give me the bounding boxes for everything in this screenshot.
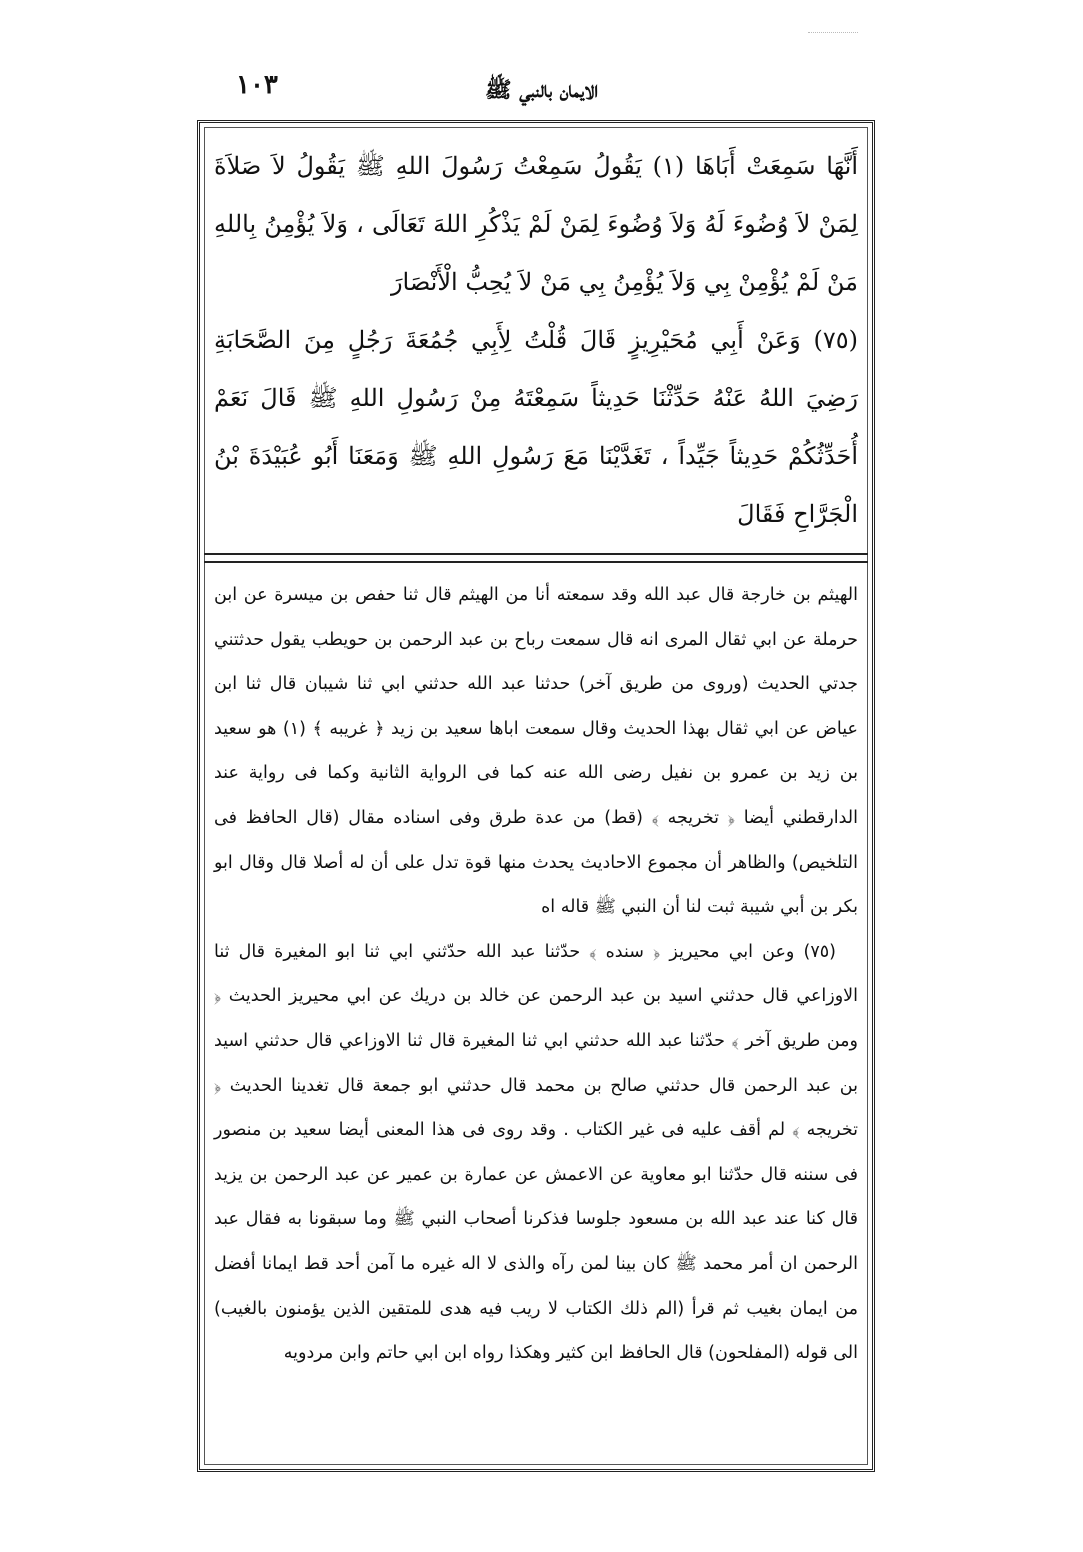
footnote-text: [214, 573, 858, 1455]
text-frame: [197, 120, 875, 1472]
footnote-paragraph: الهيثم بن خارجة قال عبد الله وقد سمعته أنا من الهيثم قال ثنا حفص بن ميسرة عن ابن حرملة عن ابي ثقال المرى انه قال سمعت رباح بن عبد الرحمن بن حويطب يقول حدثتني جدتي الحديث (وروى من طريق آخر) حدثنا عبد الله حدثني ابي ثنا شيبان قال ثنا ابن عياض عن ابي ثقال بهذا الحديث وقال سمعت اباها سعيد بن زيد ﴿ غريبه ﴾ (١) هو سعيد بن زيد بن عمرو بن نفيل رضى الله عنه كما فى الرواية الثانية وكما فى رواية عند الدارقطني أيضا ﴿ تخريجه ﴾ (قط) من عدة طرق وفى اسناده مقال (قال الحافظ فى التلخيص) والظاهر أن مجموع الاحاديث يحدث منها قوة تدل على أن له أصلا قال وقال ابو بكر بن أبي شيبة ثبت لنا أن النبي ﷺ قاله اه: [214, 585, 858, 918]
main-paragraph: أَنَّهَا سَمِعَتْ أَبَاهَا (١) يَقُولُ سَمِعْتُ رَسُولَ اللهِ ﷺ يَقُولُ لاَ صَلاَةَ لِمَنْ لاَ وُضُوءَ لَهُ وَلاَ وُضُوءَ لِمَنْ لَمْ يَذْكُرِ اللهَ تَعَالَى ، وَلاَ يُؤْمِنُ بِاللهِ مَنْ لَمْ يُؤْمِنْ بِي وَلاَ يُؤْمِنُ بِي مَنْ لاَ يُحِبُّ الْأَنْصَارَ: [214, 152, 858, 296]
footnote-paragraph: (٧٥) وعن ابي محيريز ﴿ سنده ﴾ حدّثنا عبد الله حدّثني ابي ثنا ابو المغيرة قال ثنا الاوزاعي قال حدثني اسيد بن عبد الرحمن عن خالد بن دريك عن ابي محيريز الحديث ﴿ ومن طريق آخر ﴾ حدّثنا عبد الله حدثني ابي ثنا المغيرة قال ثنا الاوزاعي قال حدثني اسيد بن عبد الرحمن قال حدثني صالح بن محمد قال حدثني ابو جمعة قال تغدينا الحديث ﴿ تخريجه ﴾ لم أقف عليه فى غير الكتاب . وقد روى فى هذا المعنى أيضا سعيد بن منصور فى سننه قال حدّثنا ابو معاوية عن الاعمش عن عمارة بن عمير عن عبد الرحمن بن يزيد قال كنا عند عبد الله بن مسعود جلوسا فذكرنا أصحاب النبي ﷺ وما سبقونا به فقال عبد الرحمن ان أمر محمد ﷺ كان بينا لمن رآه والذى لا اله غيره ما آمن أحد قط ايمانا أفضل من ايمان بغيب ثم قرأ (الم ذلك الكتاب لا ريب فيه هدى للمتقين الذين يؤمنون بالغيب) الى قوله (المفلحون) قال الحافظ ابن كثير وهكذا رواه ابن ابي حاتم وابن مردويه: [214, 941, 858, 1364]
scan-mark: [808, 32, 858, 39]
header-title: الايمان بالنبي ﷺ: [484, 77, 599, 103]
page-number: ١٠٣: [236, 70, 278, 100]
main-text: [214, 137, 858, 537]
page-header: [200, 72, 883, 112]
section-divider: [204, 553, 868, 563]
main-paragraph: (٧٥) وَعَنْ أَبِي مُحَيْرِيزٍ قَالَ قُلْتُ لِأَبِي جُمُعَةَ رَجُلٍ مِنَ الصَّحَابَةِ رَضِيَ اللهُ عَنْهُ حَدِّثْنَا حَدِيثاً سَمِعْتَهُ مِنْ رَسُولِ اللهِ ﷺ قَالَ نَعَمْ أُحَدِّثُكُمْ حَدِيثاً جَيِّداً ، تَغَدَّيْنَا مَعَ رَسُولِ اللهِ ﷺ وَمَعَنَا أَبُو عُبَيْدَةَ بْنُ الْجَرَّاحِ فَقَالَ: [214, 326, 858, 528]
